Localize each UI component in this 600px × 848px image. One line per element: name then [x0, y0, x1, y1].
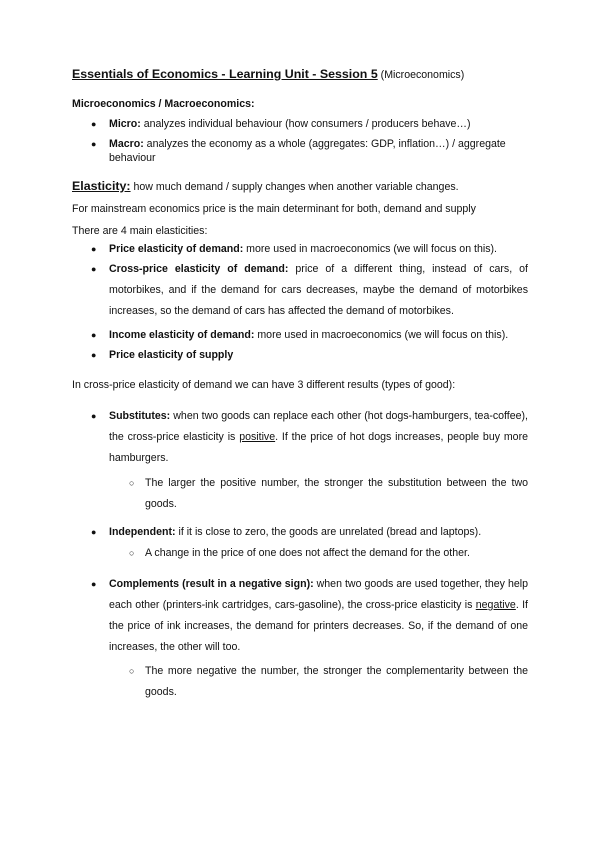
paragraph-four-elasticities: There are 4 main elasticities:: [72, 225, 208, 237]
term: Price elasticity of supply: [109, 349, 234, 361]
term: Cross-price elasticity of demand:: [109, 263, 289, 275]
text: . If the price of hot dogs increases, people buy more hamburgers.: [109, 431, 528, 464]
bullet-icon: ●: [91, 264, 97, 274]
paragraph-main-determinant: For mainstream economics price is the main determinant for both, demand and supply: [72, 203, 476, 215]
elasticity-definition: [72, 179, 528, 194]
text: if it is close to zero, the goods are unrelated (bread and laptops).: [175, 526, 482, 538]
term: Independent:: [109, 526, 176, 538]
list-item-cross-price-elasticity: [72, 259, 528, 322]
list-item-substitutes: [72, 406, 528, 515]
list-item-micro: [72, 117, 528, 131]
text: when two goods can replace each other (hot dogs-hamburgers, tea-coffee), the cross-price elasticity is: [109, 410, 528, 443]
bullet-icon: ●: [91, 119, 97, 129]
text-micro: analyzes individual behaviour (how consumers / producers behave…): [140, 118, 471, 130]
title-sub: (Microeconomics): [377, 69, 465, 81]
list-item-price-elasticity-supply: [72, 348, 528, 362]
bullet-icon: ●: [91, 411, 97, 421]
document-title: [72, 66, 528, 83]
bullet-icon: ●: [91, 244, 97, 254]
bullet-icon: ●: [91, 527, 97, 537]
bullet-icon: ●: [91, 330, 97, 340]
term: Substitutes:: [109, 410, 171, 422]
term-macro: Macro:: [109, 138, 144, 150]
list-item-income-elasticity: [72, 328, 528, 342]
term: Complements (result in a negative sign):: [109, 578, 314, 590]
paragraph-cross-price-intro: In cross-price elasticity of demand we can have 3 different results (types of good):: [72, 379, 456, 391]
underlined-word: positive: [239, 431, 276, 443]
list-item-complements: [72, 574, 528, 703]
sub-list-item: [109, 473, 528, 515]
circle-bullet-icon: ○: [129, 548, 135, 558]
circle-bullet-icon: ○: [129, 666, 135, 676]
list-item-macro: [72, 137, 528, 165]
circle-bullet-icon: ○: [129, 478, 135, 488]
sub-list: [109, 661, 528, 703]
bullet-icon: ●: [91, 139, 97, 149]
sub-list: [109, 473, 528, 515]
term: Income elasticity of demand:: [109, 329, 255, 341]
text: The more negative the number, the stronger the complementarity between the goods.: [145, 665, 528, 698]
underlined-word: negative: [475, 599, 516, 611]
list-item-price-elasticity-demand: [72, 242, 528, 256]
elasticity-definition-text: how much demand / supply changes when another variable changes.: [130, 181, 459, 193]
elasticity-types-list: [72, 242, 528, 362]
text: The larger the positive number, the stronger the substitution between the two goods.: [145, 477, 528, 510]
micro-macro-heading: Microeconomics / Macroeconomics:: [72, 98, 255, 110]
term: Price elasticity of demand:: [109, 243, 244, 255]
text: more used in macroeconomics (we will focus on this).: [254, 329, 509, 341]
term-micro: Micro:: [109, 118, 141, 130]
elasticity-term: Elasticity:: [72, 179, 131, 193]
bullet-icon: ●: [91, 350, 97, 360]
list-item-independent: [72, 525, 528, 564]
micro-macro-list: [72, 117, 528, 165]
good-types-list: [72, 406, 528, 703]
text: when two goods are used together, they help each other (printers-ink cartridges, cars-gasoline), the cross-price elasticity is: [109, 578, 528, 611]
text: A change in the price of one does not affect the demand for the other.: [145, 547, 470, 559]
text: . If the price of ink increases, the demand for printers decreases. So, if the demand of one increases, the other will too.: [109, 599, 528, 653]
sub-list-item: [109, 661, 528, 703]
sub-list-item: [109, 543, 528, 564]
text-macro: analyzes the economy as a whole (aggregates: GDP, inflation…) / aggregate behaviour: [109, 138, 506, 164]
document-page: [72, 66, 528, 709]
text: more used in macroeconomics (we will focus on this).: [243, 243, 497, 255]
bullet-icon: ●: [91, 579, 97, 589]
sub-list: [109, 543, 528, 564]
text: price of a different thing, instead of cars, of motorbikes, and if the demand for cars decreases, maybe the demand of motorbikes increases, so the demand of cars has affected the demand of motorbikes.: [109, 263, 528, 317]
title-main: Essentials of Economics - Learning Unit - Session 5: [72, 67, 378, 81]
